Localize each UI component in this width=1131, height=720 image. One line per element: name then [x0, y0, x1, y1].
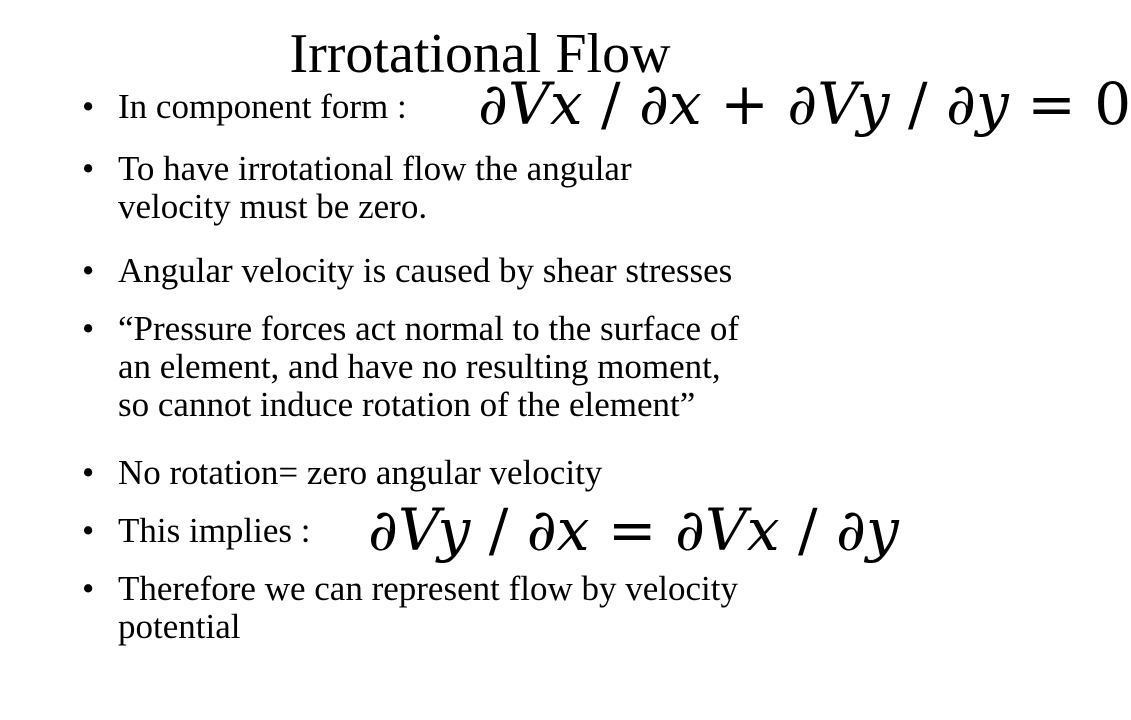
bullet-dot-icon: • [82, 511, 95, 550]
bullet-text-line: To have irrotational flow the angular [118, 149, 632, 188]
bullet-text-line: velocity must be zero. [118, 187, 428, 226]
bullet-dot-icon: • [82, 149, 95, 188]
equation-irrotational: ∂Vy / ∂x = ∂Vx / ∂y [368, 496, 899, 564]
bullet-text: In component form : [118, 87, 407, 126]
bullet-text-line: potential [118, 607, 241, 646]
bullet-dot-icon: • [82, 87, 95, 126]
bullet-dot-icon: • [82, 251, 95, 290]
bullet-dot-icon: • [82, 569, 95, 608]
bullet-text: No rotation= zero angular velocity [118, 453, 603, 492]
bullet-text-line: so cannot induce rotation of the element” [118, 385, 696, 424]
bullet-text: This implies : [118, 511, 311, 550]
bullet-text: Angular velocity is caused by shear stresses [118, 251, 733, 290]
bullet-text-line: “Pressure forces act normal to the surface of [118, 309, 739, 348]
bullet-dot-icon: • [82, 453, 95, 492]
bullet-dot-icon: • [82, 309, 95, 348]
equation-continuity: ∂Vx / ∂x + ∂Vy / ∂y = 0 [478, 70, 1131, 138]
slide-title: Irrotational Flow [289, 23, 671, 85]
bullet-text-line: Therefore we can represent flow by velocity [118, 569, 738, 608]
bullet-text-line: an element, and have no resulting moment, [118, 347, 721, 386]
